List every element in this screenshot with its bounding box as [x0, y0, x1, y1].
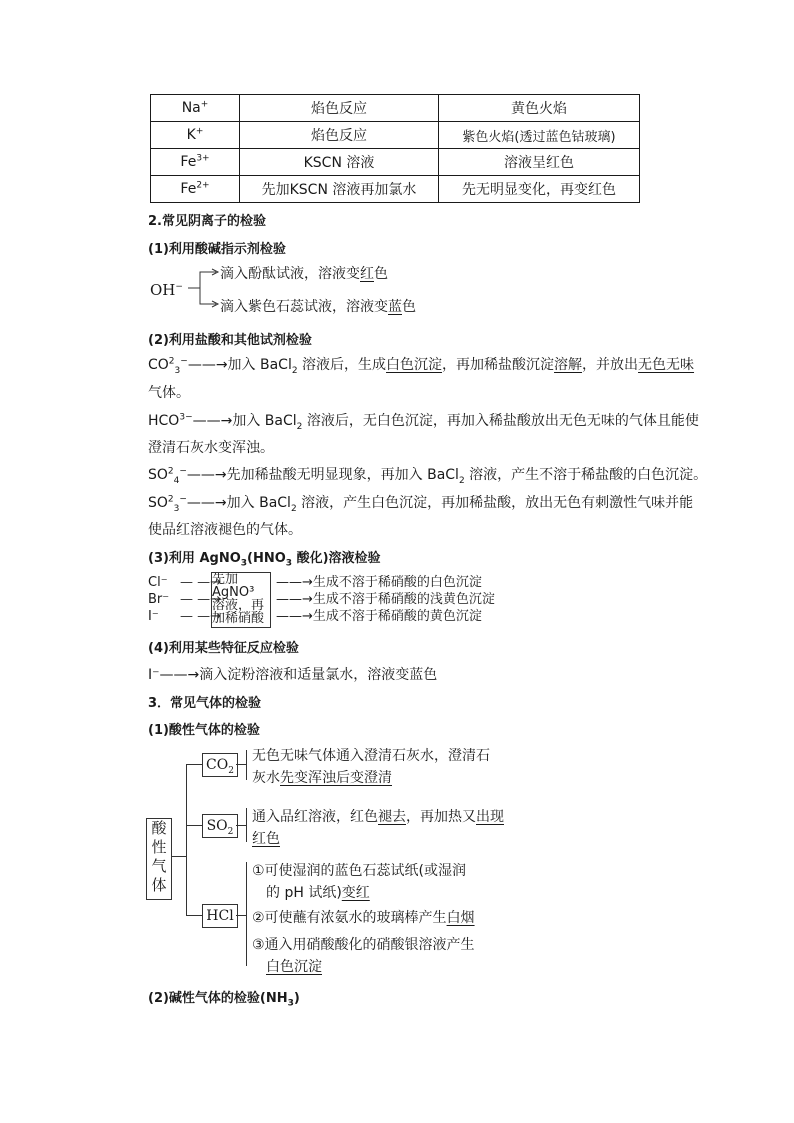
ion-cell: Na+: [151, 95, 240, 122]
tree-branch-so2: [186, 825, 202, 826]
sulfate-test: $SO^2_4^-——\to$先加稀盐酸无明显现象，再加入 BaCl$_2$ 溶液，产生不溶于稀盐酸的白色沉淀。: [148, 466, 708, 486]
hcl-test2: ②可使蘸有浓氨水的玻璃棒产生白烟: [252, 910, 475, 926]
result-cell: 溶液呈红色: [439, 149, 640, 176]
hcl-bracket: [246, 862, 247, 966]
co2-box: $CO_2$: [202, 753, 238, 777]
subsection-title-acidic-gases: (1)酸性气体的检验: [148, 723, 260, 738]
result-cell: 紫色火焰(透过蓝色钴玻璃): [439, 122, 640, 149]
method-cell: KSCN 溶液: [240, 149, 439, 176]
halide-results: ——→生成不溶于稀硝酸的白色沉淀 ——→生成不溶于稀硝酸的浅黄色沉淀 ——→生成不溶于稀硝酸的黄色沉淀: [276, 575, 495, 624]
method-cell: 先加KSCN 溶液再加氯水: [240, 176, 439, 203]
tree-spine: [186, 764, 187, 915]
section-title-anions: 2.常见阴离子的检验: [148, 214, 266, 229]
subsection-title-basic-gas: (2)碱性气体的检验$(NH_3)$: [148, 991, 300, 1009]
carbonate-test: $CO^2_3^-——\to$加入 BaCl$_2$ 溶液后，生成白色沉淀，再加稀盐酸沉淀溶解，并放出无色无味: [148, 356, 695, 376]
ion-cell: $Fe^{3+}$: [151, 149, 240, 176]
co2-test-line2: 灰水先变浑浊后变澄清: [252, 770, 392, 786]
ion-cell: $Fe^{2+}$: [151, 176, 240, 203]
table-row: [151, 122, 640, 149]
hcl-test1-line2: 的 pH 试纸)变红: [266, 885, 370, 901]
so2-bracket: [246, 808, 247, 842]
phenolphthalein-test: 滴入酚酞试液，溶液变红色: [220, 266, 388, 282]
subsection-title-hcl: (2)利用盐酸和其他试剂检验: [148, 333, 312, 348]
result-cell: 黄色火焰: [439, 95, 640, 122]
result-cell: 先无明显变化，再变红色: [439, 176, 640, 203]
bicarbonate-test: $HCO^{3-}——\to$加入 BaCl$_2$ 溶液后，无白色沉淀，再加入稀盐酸放出无色无味的气体且能使: [148, 412, 699, 432]
subsection-title-indicator: (1)利用酸碱指示剂检验: [148, 242, 286, 257]
ion-cell: K+: [151, 122, 240, 149]
hcl-test3-line2: 白色沉淀: [266, 959, 322, 975]
litmus-test: 滴入紫色石蕊试液，溶液变蓝色: [220, 299, 416, 315]
table-row: [151, 176, 640, 203]
so2-test-line1: 通入品红溶液，红色褪去，再加热又出现: [252, 809, 504, 825]
branch-arrows: [186, 266, 222, 310]
section-title-gases: 3．常见气体的检验: [148, 696, 262, 711]
cation-test-table: [150, 94, 640, 203]
subsection-title-silver-nitrate: (3)利用 $AgNO_3(HNO_3$ 酸化)溶液检验: [148, 551, 381, 569]
so2-box: $SO_2$: [202, 814, 238, 838]
hcl-box: HCl: [202, 904, 238, 928]
carbonate-test-line2: 气体。: [148, 385, 190, 401]
so2-test-line2: 红色: [252, 831, 280, 847]
so2-connector: [236, 825, 246, 826]
hydroxide-ion: OH−: [150, 281, 183, 299]
tree-branch-hcl: [186, 915, 202, 916]
hcl-test3-line1: ③通入用硝酸酸化的硝酸银溶液产生: [252, 937, 475, 953]
subsection-title-characteristic: (4)利用某些特征反应检验: [148, 641, 299, 656]
acidic-gas-label: 酸 性 气 体: [146, 818, 172, 900]
method-cell: 焰色反应: [240, 95, 439, 122]
co2-test-line1: 无色无味气体通入澄清石灰水，澄清石: [252, 748, 490, 764]
co2-connector: [236, 764, 246, 765]
halide-ions: Cl⁻ Br⁻ I⁻: [148, 575, 170, 624]
reagent-box: 先加 AgNO³ 溶液，再 加稀硝酸: [211, 572, 271, 628]
co2-bracket: [246, 750, 247, 780]
tree-branch-co2: [186, 764, 202, 765]
sulfite-test: $SO^2_3^-——\to$加入 BaCl$_2$ 溶液，产生白色沉淀，再加稀盐酸，放出无色有刺激性气味并能: [148, 494, 694, 514]
iodide-test: I⁻——→滴入淀粉溶液和适量氯水，溶液变蓝色: [148, 667, 438, 683]
tree-connector: [171, 856, 186, 857]
table-row: [151, 95, 640, 122]
sulfite-test-line2: 使品红溶液褪色的气体。: [148, 522, 302, 538]
hcl-test1-line1: ①可使湿润的蓝色石蕊试纸(或湿润: [252, 863, 467, 879]
table-row: [151, 149, 640, 176]
method-cell: 焰色反应: [240, 122, 439, 149]
hcl-connector: [236, 915, 246, 916]
halide-dashes: — —→ — —→ — —→: [180, 575, 222, 624]
bicarbonate-test-line2: 澄清石灰水变浑浊。: [148, 440, 274, 456]
